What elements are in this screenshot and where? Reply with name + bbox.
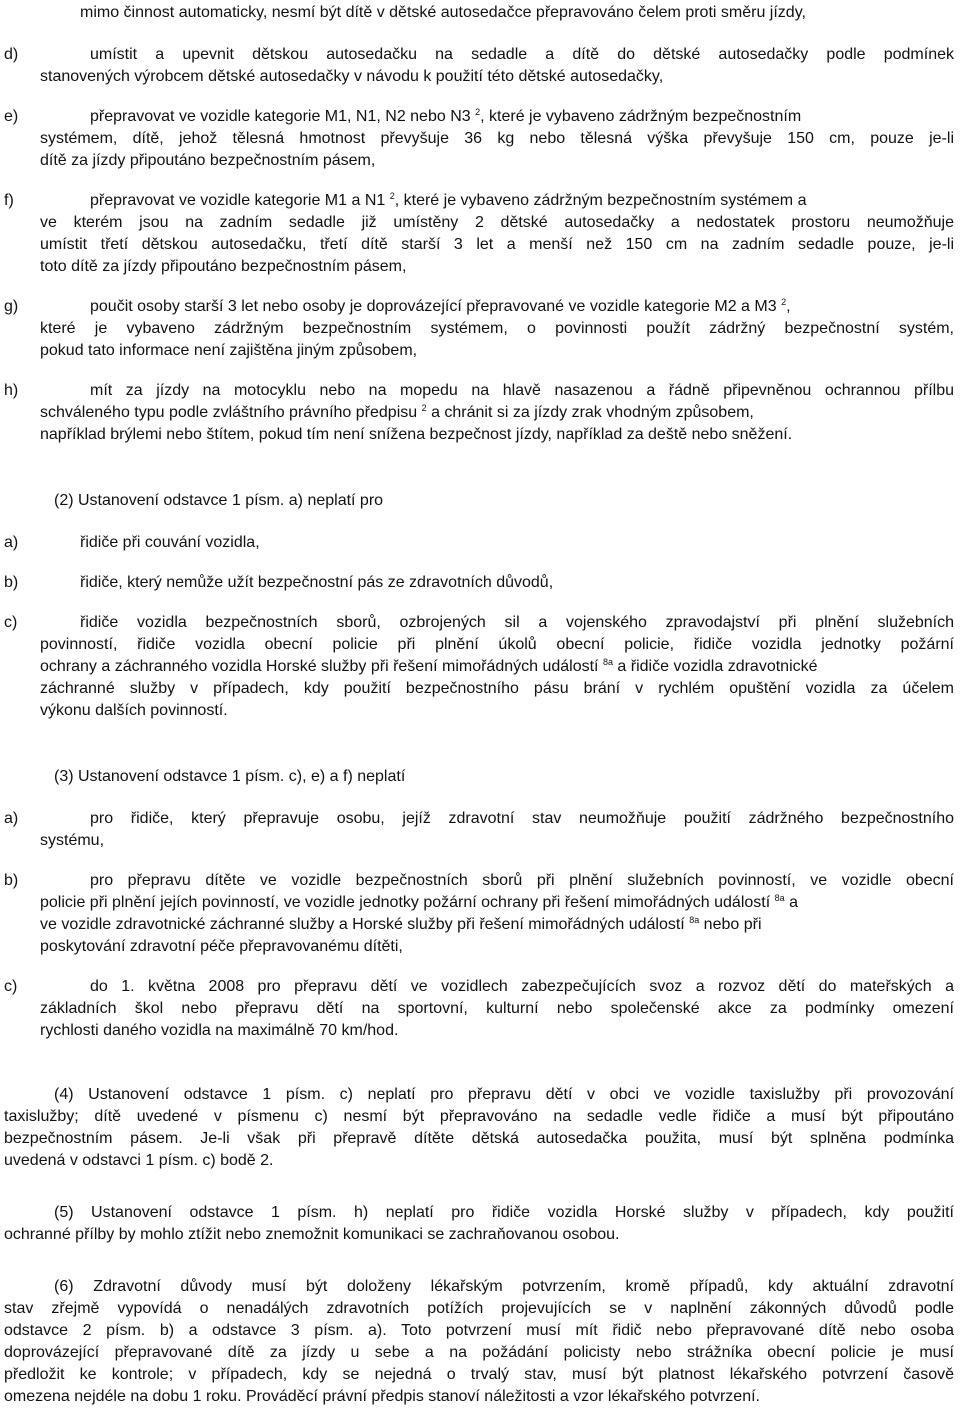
item-d-line-2: stanovených výrobcem dětské autosedačky v návodu k použití této dětské autosedačky, (40, 68, 664, 85)
paragraph-5-line-2: ochranné přílby by mohlo ztížit nebo znemožnit komunikaci se zachraňovanou osobou. (4, 1226, 620, 1243)
p2-item-c-line-3-rest: a řidiče vozidla zdravotnické (617, 658, 818, 675)
p3-item-a-line-2: systému, (40, 832, 105, 849)
item-d-line-1: umístit a upevnit dětskou autosedačku na sedadle a dítě do dětské autosedačky podle podmínek (90, 46, 954, 63)
item-label-e: e) (4, 108, 19, 125)
item-e-line-1-rest: , které je vybaveno zádržným bezpečnostním (480, 108, 802, 125)
item-g-line-1-text: poučit osoby starší 3 let nebo osoby je doprovázející přepravované ve vozidle kategorie M2 a M3 (90, 298, 777, 315)
p3-item-b-line-2-rest: a (789, 894, 798, 911)
p2-item-c-line-1: řidiče vozidla bezpečnostních sborů, ozbrojených sil a vojenského zpravodajství při plnění služebních (80, 614, 954, 631)
p2-item-c-line-2: povinností, řidiče vozidla obecní policie při plnění úkolů obecní policie, řidiče vozidla jednotky požární (40, 636, 954, 653)
paragraph-6-line-3: odstavce 2 písm. b) a odstavce 3 písm. a). Toto potvrzení musí mít řidič nebo přepravované dítě nebo osoba (4, 1322, 954, 1339)
footnote-ref: 2 (475, 107, 481, 117)
p3-item-b-line-3-text: ve vozidle zdravotnické záchranné služby a Horské služby při řešení mimořádných událostí (40, 916, 685, 933)
item-g-line-1 (90, 296, 791, 318)
p3-item-c-line-2: základních škol nebo přepravu dětí na sportovní, kulturní nebo společenské akce za podmínky omezení (40, 1000, 954, 1017)
p2-item-label-a: a) (4, 534, 19, 551)
paragraph-2-heading: (2) Ustanovení odstavce 1 písm. a) neplatí pro (54, 492, 384, 509)
item-g-line-3: pokud tato informace není zajištěna jiným způsobem, (40, 342, 418, 359)
footnote-ref: 2 (389, 191, 395, 201)
p3-item-a-line-1: pro řidiče, který přepravuje osobu, jejíž zdravotní stav neumožňuje použití zádržného bezpečnostního (90, 810, 954, 827)
item-h-line-1: mít za jízdy na motocyklu nebo na mopedu na hlavě nasazenou a řádně připevněnou ochrannou přílbu (90, 382, 954, 399)
item-f-line-2: ve kterém jsou na zadním sedadle již umístěny 2 dětské autosedačky a nedostatek prostoru neumožňuje (40, 214, 954, 231)
p2-item-c-line-3-text: ochrany a záchranného vozidla Horské služby při řešení mimořádných událostí (40, 658, 599, 675)
paragraph-4-line-2: taxislužby; dítě uvedené v písmenu c) nesmí být přepravováno na sedadle vedle řidiče a musí být připoutáno (4, 1108, 954, 1125)
item-f-line-4: toto dítě za jízdy připoutáno bezpečnostním pásem, (40, 258, 407, 275)
p3-item-label-c: c) (4, 978, 18, 995)
item-g-line-1-rest: , (786, 298, 791, 315)
footnote-ref: 8a (774, 893, 785, 903)
item-label-g: g) (4, 298, 19, 315)
item-label-d: d) (4, 46, 19, 63)
p3-item-b-line-2 (40, 892, 954, 914)
p3-item-c-line-1: do 1. května 2008 pro přepravu dětí ve vozidlech zabezpečujících svoz a rozvoz dětí do mateřských a (90, 978, 954, 995)
item-h-line-2-rest: a chránit si za jízdy zrak vhodným způsobem, (431, 404, 754, 421)
paragraph-6-line-6: omezena nejdéle na dobu 1 roku. Prováděcí právní předpis stanoví náležitosti a vzor lékařského potvrzení. (4, 1388, 760, 1405)
p3-item-b-line-3 (40, 914, 954, 936)
item-e-line-2: systémem, dítě, jehož tělesná hmotnost převyšuje 36 kg nebo tělesná výška převyšuje 150 cm, pouze je-li (40, 130, 954, 147)
item-e-line-1-text: přepravovat ve vozidle kategorie M1, N1, N2 nebo N3 (90, 108, 471, 125)
p2-item-c-line-4: záchranné služby v případech, kdy použití bezpečnostního pásu brání v rychlém opuštění vozidla za účelem (40, 680, 954, 697)
paragraph-6-line-5: předložit ke kontrole; v případech, kdy se nejedná o trvalý stav, musí být platnost lékařského potvrzení časově (4, 1366, 954, 1383)
paragraph-6-line-2: stav zřejmě vypovídá o nenadálých zdravotních potížích projevujících se v naplnění zákonných důvodů podle (4, 1300, 954, 1317)
item-h-line-2 (40, 402, 954, 424)
item-label-f: f) (4, 192, 14, 209)
paragraph-3-heading: (3) Ustanovení odstavce 1 písm. c), e) a f) neplatí (54, 768, 406, 785)
item-h-line-2-text: schváleného typu podle zvláštního právního předpisu (40, 404, 418, 421)
item-f-line-1-text: přepravovat ve vozidle kategorie M1 a N1 (90, 192, 386, 209)
p2-item-c-line-5: výkonu dalších povinností. (40, 702, 228, 719)
p3-item-label-a: a) (4, 810, 19, 827)
p2-item-label-c: c) (4, 614, 18, 631)
item-f-line-1 (90, 190, 806, 212)
p3-item-b-line-3-rest: nebo při (703, 916, 762, 933)
item-f-line-1-rest: , které je vybaveno zádržným bezpečnostním systémem a (394, 192, 807, 209)
p2-item-c-line-3 (40, 656, 818, 678)
continuation-line: mimo činnost automaticky, nesmí být dítě v dětské autosedačce přepravováno čelem proti směru jízdy, (80, 4, 806, 21)
paragraph-6-line-1: (6) Zdravotní důvody musí být doloženy lékařským potvrzením, kromě případů, kdy aktuální zdravotní (54, 1278, 954, 1295)
item-label-h: h) (4, 382, 19, 399)
paragraph-5-line-1: (5) Ustanovení odstavce 1 písm. h) neplatí pro řidiče vozidla Horské služby v případech, kdy použití (54, 1204, 954, 1221)
paragraph-6-line-4: doprovázející přepravované dítě za jízdy u sebe a na požádání policisty nebo strážníka obecní policie je musí (4, 1344, 954, 1361)
paragraph-4-line-1: (4) Ustanovení odstavce 1 písm. c) neplatí pro přepravu dětí v obci ve vozidle taxislužby při provozování (54, 1086, 954, 1103)
paragraph-4-line-3: bezpečnostním pásem. Je-li však při přepravě dítěte dětská autosedačka použita, musí být splněna podmínka (4, 1130, 954, 1147)
footnote-ref: 8a (689, 915, 700, 925)
paragraph-4-line-4: uvedená v odstavci 1 písm. c) bodě 2. (4, 1152, 274, 1169)
p3-item-label-b: b) (4, 872, 19, 889)
item-h-line-3: například brýlemi nebo štítem, pokud tím není snížena bezpečnost jízdy, například za deště nebo sněžení. (40, 426, 793, 443)
item-g-line-2: které je vybaveno zádržným bezpečnostním systémem, o povinnosti použít zádržný bezpečnostní systém, (40, 320, 954, 337)
item-e-line-3: dítě za jízdy připoutáno bezpečnostním pásem, (40, 152, 376, 169)
p2-item-label-b: b) (4, 574, 19, 591)
footnote-ref: 2 (421, 403, 427, 413)
p3-item-b-line-4: poskytování zdravotní péče přepravovanému dítěti, (40, 938, 403, 955)
p3-item-c-line-3: rychlosti daného vozidla na maximálně 70 km/hod. (40, 1022, 399, 1039)
footnote-ref: 2 (781, 297, 787, 307)
footnote-ref: 8a (602, 657, 613, 667)
item-f-line-3: umístit třetí dětskou autosedačku, třetí dítě starší 3 let a menší než 150 cm na zadním sedadle pouze, je-li (40, 236, 954, 253)
p3-item-b-line-1: pro přepravu dítěte ve vozidle bezpečnostních sborů při plnění služebních povinností, ve vozidle obecní (90, 872, 954, 889)
p2-item-a-line-1: řidiče při couvání vozidla, (80, 534, 260, 551)
item-e-line-1 (90, 106, 954, 128)
p2-item-b-line-1: řidiče, který nemůže užít bezpečnostní pás ze zdravotních důvodů, (80, 574, 554, 591)
p3-item-b-line-2-text: policie při plnění jejích povinností, ve vozidle jednotky požární ochrany při řešení mimořádných událostí (40, 894, 771, 911)
